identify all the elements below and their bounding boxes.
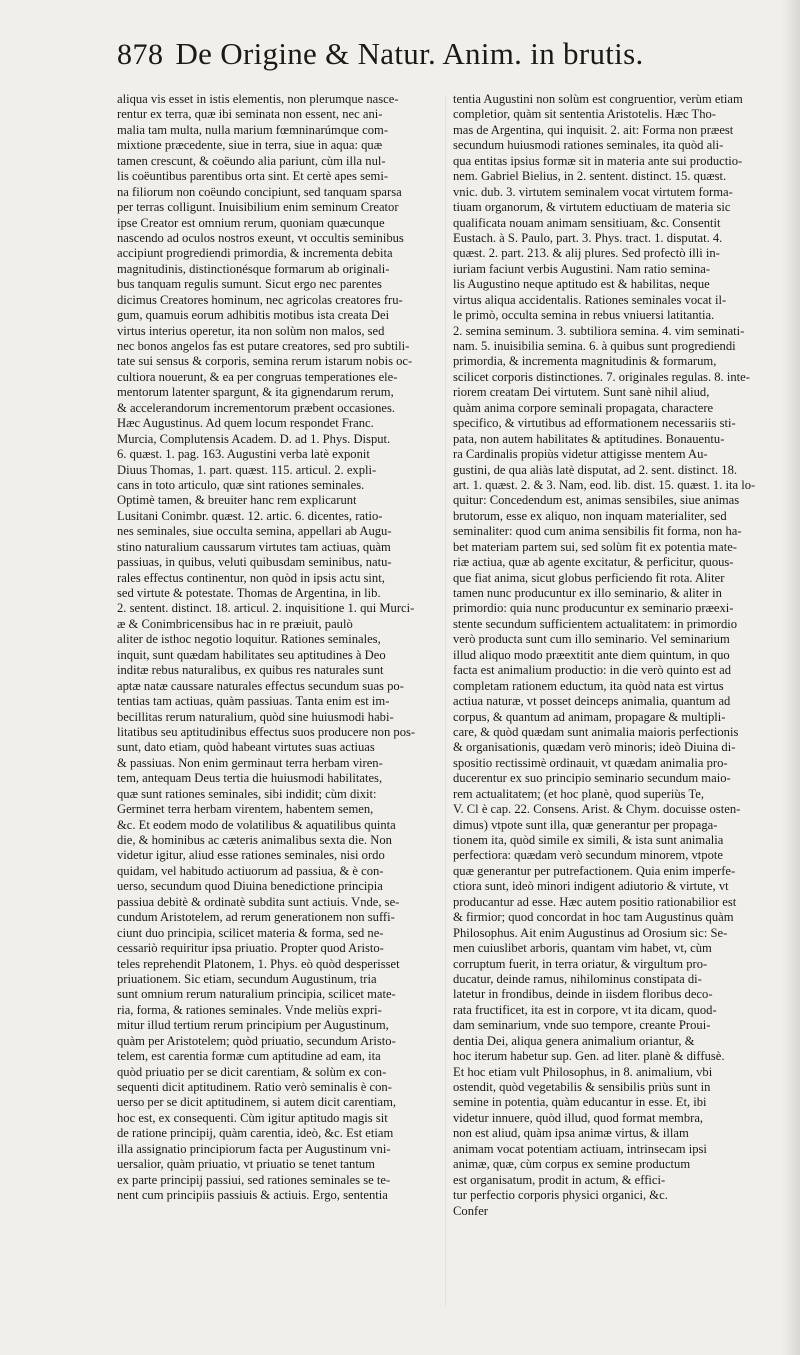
text-line: mas de Argentina, qui inquisit. 2. ait: Forma non præest xyxy=(453,122,734,137)
text-line: quæst. 2. part. 213. & alij plures. Sed profectò illi in- xyxy=(453,246,720,261)
text-line: tate sui sensus & corporis, semina rerum istarum nobis oc- xyxy=(117,354,413,369)
text-line: aliqua vis esset in istis elementis, non plerumque nasce- xyxy=(117,92,399,106)
text-line: æ & Conimbricensibus hac in re præiuit, paulò xyxy=(117,616,353,631)
text-line: 2. semina seminum. 3. subtiliora semina. 4. vim seminati- xyxy=(453,323,745,338)
text-line: quàm anima corpore seminali propagata, charactere xyxy=(453,400,714,415)
text-line: gustini, de qua aliàs latè disputat, ad 2. sent. distinct. 18. xyxy=(453,462,738,477)
text-line: actiua naturæ, vt posset deinceps animalia, quantum ad xyxy=(453,694,731,709)
text-line: care, & quòd quædam sunt animalia maioris perfectionis xyxy=(453,724,739,739)
text-line: Et hoc etiam vult Philosophus, in 8. animalium, vbi xyxy=(453,1064,713,1079)
text-line: perfectiora: quædam verò secundum minorem, vtpote xyxy=(453,848,723,863)
text-line: animam vocat potentiam actiuam, intrinsecam ipsi xyxy=(453,1141,707,1156)
text-line: tem, antequam Deus tertia die huiusmodi habilitates, xyxy=(117,771,383,786)
text-line: Eustach. à S. Paulo, part. 3. Phys. tract. 1. disputat. 4. xyxy=(453,230,723,245)
text-line: pata, non autem habilitates & aptitudines. Bonauentu- xyxy=(453,431,725,446)
text-line: ex parte principij passiui, sed rationes seminales se te- xyxy=(117,1172,391,1187)
text-line: latetur in frondibus, deinde in iisdem floribus deco- xyxy=(453,987,713,1002)
text-line: aptæ natæ caussare naturales effectus secundum suas po- xyxy=(117,678,404,693)
text-line: mentorum latenter spargunt, & ita gignendarum rerum, xyxy=(117,385,394,400)
text-line: primordio: quia nunc producuntur ex seminario præexi- xyxy=(453,601,734,616)
text-line: & firmior; quod concordat in hoc tam Augustinus quàm xyxy=(453,910,734,925)
text-line: uersalior, quàm priuatio, vt priuatio se tenet tantum xyxy=(117,1157,375,1172)
text-line: tionem ita, quòd simile ex simili, & ista sunt animalia xyxy=(453,833,724,847)
text-line: Confer xyxy=(453,1203,488,1218)
text-line: stente secundum sufficientem actualitatem: in primordio xyxy=(453,616,738,631)
text-line: litatibus seu aptitudinibus effectus suos producere non pos- xyxy=(117,724,416,739)
text-line: de ratione principij, quàm carentia, ideò, &c. Est etiam xyxy=(117,1126,394,1141)
column-gutter xyxy=(445,96,446,1306)
text-line: videtur innuere, quòd illud, quod format membra, xyxy=(453,1110,704,1125)
text-line: secundum huiusmodi rationes seminales, ita quòd ali- xyxy=(453,138,724,153)
text-line: scilicet corporis distinctiones. 7. originales regulas. 8. inte- xyxy=(453,369,750,384)
text-line: cundum Aristotelem, ad rerum generationem non suffi- xyxy=(117,910,395,925)
text-line: dentia Dei, aliqua genera animalium oriantur, & xyxy=(453,1033,695,1048)
text-line: tur perfectio corporis physici organici, &c. xyxy=(453,1188,668,1203)
text-line: primordia, & incrementa magnitudinis & formarum, xyxy=(453,354,717,369)
text-line: quæ sunt rationes seminales, sibi indidit; cùm dixit: xyxy=(117,786,377,801)
text-line: Hæc Augustinus. Ad quem locum respondet Franc. xyxy=(117,416,374,431)
text-line: animæ, quæ, cùm corpus ex semine productum xyxy=(453,1157,691,1172)
right-text-column xyxy=(453,92,785,1219)
text-line: nascendo ad oculos nostros exeunt, vt occultis seminibus xyxy=(117,230,404,245)
text-line: priuationem. Sic etiam, secundum Augustinum, tria xyxy=(117,971,377,986)
left-text-column xyxy=(117,92,439,1204)
text-line: ciunt duo principia, scilicet materia & forma, sed ne- xyxy=(117,925,384,940)
text-line: accipiunt progrediendi primordia, & incrementa debita xyxy=(117,246,393,261)
text-line: quæ generantur per putrefactionem. Quia enim imperfe- xyxy=(453,863,736,878)
text-line: per terras colligunt. Inuisibilium enim seminum Creator xyxy=(117,200,399,215)
text-line: corpus, & quantum ad animam, propagare & multipli- xyxy=(453,709,726,724)
text-line: & organisationis, quædam verò minoris; ideò Diuina di- xyxy=(453,740,736,755)
text-line: mixtione præcedente, siue in terra, siue in aqua: quæ xyxy=(117,138,383,153)
text-line: facta est animalium productio: in die verò quinto est ad xyxy=(453,663,732,678)
text-line: virtus interius operetur, ita non solùm non malos, sed xyxy=(117,323,385,338)
text-line: Lusitani Conimbr. quæst. 12. artic. 6. dicentes, ratio- xyxy=(117,508,383,523)
text-line: videtur igitur, aliud esse rationes seminales, nisi ordo xyxy=(117,848,385,863)
text-line: sequenti dicit aptitudinem. Ratio verò seminalis è con- xyxy=(117,1080,392,1094)
text-line: nes seminales, siue occulta semina, appellari ab Augu- xyxy=(117,524,392,539)
text-line: tiuam organorum, & virtutem eductiuam de materia sic xyxy=(453,200,731,215)
text-line: lis coëuntibus parentibus orta sint. Et certè apes semi- xyxy=(117,169,389,184)
text-line: illa assignatio principiorum facta per Augustinum vni- xyxy=(117,1141,391,1156)
text-line: sunt, dato etiam, quòd habeant virtutes suas actiuas xyxy=(117,740,375,755)
text-line: 6. quæst. 1. pag. 163. Augustini verba latè exponit xyxy=(117,447,370,462)
text-line: hoc est, ex consequenti. Cùm igitur aptitudo magis sit xyxy=(117,1110,388,1125)
text-line: dimus) vtpote sunt illa, quæ generantur per propaga- xyxy=(453,817,718,832)
text-line: uerso per se dicit aptitudinem, si autem dicit carentiam, xyxy=(117,1095,397,1110)
text-line: quàm per Aristotelem; quòd priuatio, secundum Aristo- xyxy=(117,1033,396,1048)
text-line: tentia Augustini non solùm est congruentior, verùm etiam xyxy=(453,92,743,106)
text-line: passiua debitè & ordinatè subdita sunt actiuis. Vnde, se- xyxy=(117,894,400,909)
text-line: magnitudinis, distinctionésque formarum ab originali- xyxy=(117,261,390,276)
text-line: men cuiuslibet arboris, quantam vim habet, vt, cùm xyxy=(453,941,712,956)
text-line: nec bonos angelos fas est putare creatores, sed pro subtili- xyxy=(117,339,410,353)
text-line: & passiuas. Non enim germinaut terra herbam viren- xyxy=(117,755,383,770)
text-line: quòd priuatio per se dicit carentiam, & solùm ex con- xyxy=(117,1064,387,1079)
text-line: nent cum principiis passiuis & actiuis. Ergo, sententia xyxy=(117,1188,388,1203)
text-line: rales effectus continentur, non quòd in ipsis actu sint, xyxy=(117,570,385,585)
text-line: Diuus Thomas, 1. part. quæst. 115. articul. 2. expli- xyxy=(117,462,377,477)
text-line: qua entitas ipsius formæ sit in materia ante sui productio- xyxy=(453,153,743,168)
text-line: Murcia, Complutensis Academ. D. ad 1. Phys. Disput. xyxy=(117,431,391,446)
text-line: semine in potentia, quàm educantur in esse. Et, ibi xyxy=(453,1095,707,1110)
text-line: 2. sentent. distinct. 18. articul. 2. inquisitione 1. qui Murci- xyxy=(117,601,415,616)
text-line: nem. Gabriel Bielius, in 2. sentent. distinct. 15. quæst. xyxy=(453,169,727,184)
text-line: ostendit, quòd vegetabilis & sensibilis priùs sunt in xyxy=(453,1080,711,1094)
text-line: ctiora sunt, ideò minori indigent adiutorio & virtute, vt xyxy=(453,879,729,894)
text-line: specifico, & virtutibus ad efformationem necessariis sti- xyxy=(453,416,736,431)
text-line: ra Cardinalis propiùs videtur attigisse mentem Au- xyxy=(453,447,708,462)
text-line: &c. Et eodem modo de volatilibus & aquatilibus quinta xyxy=(117,817,396,832)
text-line: aliter de isthoc negotio loquitur. Rationes seminales, xyxy=(117,632,381,647)
text-line: est organisatum, prodit in actum, & effici- xyxy=(453,1172,666,1187)
text-line: na filiorum non coëundo concipiunt, sed tanquam sparsa xyxy=(117,184,402,199)
text-line: spositio rectissimè ordinauit, vt quædam animalia pro- xyxy=(453,755,728,770)
text-line: Optimè tamen, & breuiter hanc rem explicarunt xyxy=(117,493,357,508)
text-line: dicimus Creatores hominum, nec agricolas creatores fru- xyxy=(117,292,403,307)
text-line: die, & hominibus ac cæteris animalibus sexta die. Non xyxy=(117,833,392,847)
text-line: corruptum fuerit, in terra oriatur, & virgultum pro- xyxy=(453,956,708,971)
text-line: hoc iterum habetur sup. Gen. ad liter. planè & diffusè. xyxy=(453,1049,725,1064)
text-line: cans in toto articulo, quæ sint rationes seminales. xyxy=(117,477,365,492)
text-line: sed virtute & potestate. Thomas de Argentina, in lib. xyxy=(117,586,381,600)
text-line: completam rationem eductum, ita quòd nata est virtus xyxy=(453,678,724,693)
text-line: ducerentur ex suo principio seminario secundum maio- xyxy=(453,771,731,786)
text-line: rem actualitatem; (et hoc planè, quod superiùs Te, xyxy=(453,786,705,801)
text-line: becillitas rerum naturalium, quòd sine huiusmodi habi- xyxy=(117,709,394,724)
text-line: qualificata nouam animam sensitiuam, &c. Consentit xyxy=(453,215,721,230)
text-line: tentias tam actiuas, quàm passiuas. Tanta enim est im- xyxy=(117,694,390,709)
text-line: & accelerandorum incrementorum præbent occasiones. xyxy=(117,400,396,415)
text-line: bet materiam partem sui, sed solùm fit ex potentia mate- xyxy=(453,539,737,554)
text-line: passiuas, in quibus, veluti quibusdam seminibus, natu- xyxy=(117,555,392,570)
text-line: que fiat anima, sicut globus perficiendo fit rota. Aliter xyxy=(453,570,725,585)
text-line: ipse Creator est omnium rerum, quoniam quæcunque xyxy=(117,215,385,230)
text-line: quitur: Concedendum est, animas sensibiles, siue animas xyxy=(453,493,740,508)
text-line: bus tanquam regulis sumunt. Sicut ergo nec parentes xyxy=(117,277,382,292)
text-line: rata fructificet, ita est in corpore, vt ita dicam, quod- xyxy=(453,1002,717,1017)
text-line: V. Cl è cap. 22. Consens. Arist. & Chym. docuisse osten- xyxy=(453,802,741,817)
text-line: brutorum, esse ex aliquo, non inquam materialiter, sed xyxy=(453,508,727,523)
text-line: tamen nunc producuntur ex illo seminario, & aliter in xyxy=(453,586,722,600)
text-line: vnic. dub. 3. virtutem seminalem vocat virtutem forma- xyxy=(453,184,733,199)
text-line: riorem creatam Dei virtutem. Sunt sanè nihil aliud, xyxy=(453,385,710,400)
text-line: art. 1. quæst. 2. & 3. Nam, eod. lib. dist. 15. quæst. 1. ita lo- xyxy=(453,477,756,492)
text-line: seminaliter: quod cum anima sensibilis fit forma, non ha- xyxy=(453,524,742,539)
text-line: teles reprehendit Platonem, 1. Phys. eò quòd desperisset xyxy=(117,956,400,971)
running-title: De Origine & Natur. Anim. in brutis. xyxy=(175,36,644,71)
text-line: telem, est carentia formæ cum aptitudine ad eam, ita xyxy=(117,1049,381,1064)
text-line: inditæ rebus naturalibus, ex quibus res naturales sunt xyxy=(117,663,384,678)
text-line: lis Augustino neque aptitudo est & habilitas, neque xyxy=(453,277,710,292)
text-line: Philosophus. Ait enim Augustinus ad Orosium sic: Se- xyxy=(453,925,728,940)
text-line: tamen crescunt, & coëundo alia pariunt, cùm illa nul- xyxy=(117,153,386,168)
text-line: cultiora nouerunt, & ea per congruas temperationes ele- xyxy=(117,369,398,384)
text-line: Germinet terra herbam virentem, habentem semen, xyxy=(117,802,374,817)
text-line: completior, quàm sit sententia Aristotelis. Hæc Tho- xyxy=(453,107,716,122)
text-line: ducatur, deinde ramus, nihilominus constipata di- xyxy=(453,971,702,986)
text-line: sunt omnium rerum naturalium principia, scilicet mate- xyxy=(117,987,396,1002)
text-line: stino naturalium caussarum virtutes tam actiuas, quàm xyxy=(117,539,391,554)
text-line: dam seminarium, vnde suo tempore, creante Proui- xyxy=(453,1018,711,1033)
text-line: uerso, secundum quod Diuina benedictione principia xyxy=(117,879,383,894)
text-line: nam. 5. inuisibilia semina. 6. à quibus sunt progrediendi xyxy=(453,339,736,353)
text-line: verò producta sunt cum illo seminario. Vel seminarium xyxy=(453,632,730,647)
page-number: 878 xyxy=(117,38,164,71)
text-line: gum, quamuis eorum adhibitis motibus ista creata Dei xyxy=(117,308,390,323)
text-line: riæ actiua, quæ ab agente excitatur, & perficitur, quous- xyxy=(453,555,734,570)
text-line: cessariò requiritur ipsa priuatio. Propter quod Aristo- xyxy=(117,941,384,956)
text-line: non est aliud, quàm ipsa animæ virtus, & illam xyxy=(453,1126,689,1141)
text-line: mitur illud tertium rerum principium per Augustinum, xyxy=(117,1018,389,1033)
text-line: rentur ex terra, quæ ibi seminata non essent, nec ani- xyxy=(117,107,383,122)
text-line: malia tam multa, nulla marium fœmninarúmque com- xyxy=(117,122,389,137)
text-line: ria, forma, & rationes seminales. Vnde meliùs expri- xyxy=(117,1002,382,1017)
page-header xyxy=(117,36,797,84)
text-line: iuriam faciunt verbis Augustini. Nam ratio semina- xyxy=(453,261,711,276)
text-line: illud aliquo modo præextitit ante diem quintum, in quo xyxy=(453,647,730,662)
text-line: producantur ad esse. Hæc autem positio rationabilior est xyxy=(453,894,737,909)
text-line: quidam, vel habitudo actiuorum ad passiua, & è con- xyxy=(117,863,384,878)
text-line: inquit, sunt quædam habilitates seu aptitudines à Deo xyxy=(117,647,386,662)
text-line: virtus aliqua accidentalis. Rationes seminales vocat il- xyxy=(453,292,727,307)
text-line: le primò, occulta semina in rebus vniuersi latitantia. xyxy=(453,308,715,323)
